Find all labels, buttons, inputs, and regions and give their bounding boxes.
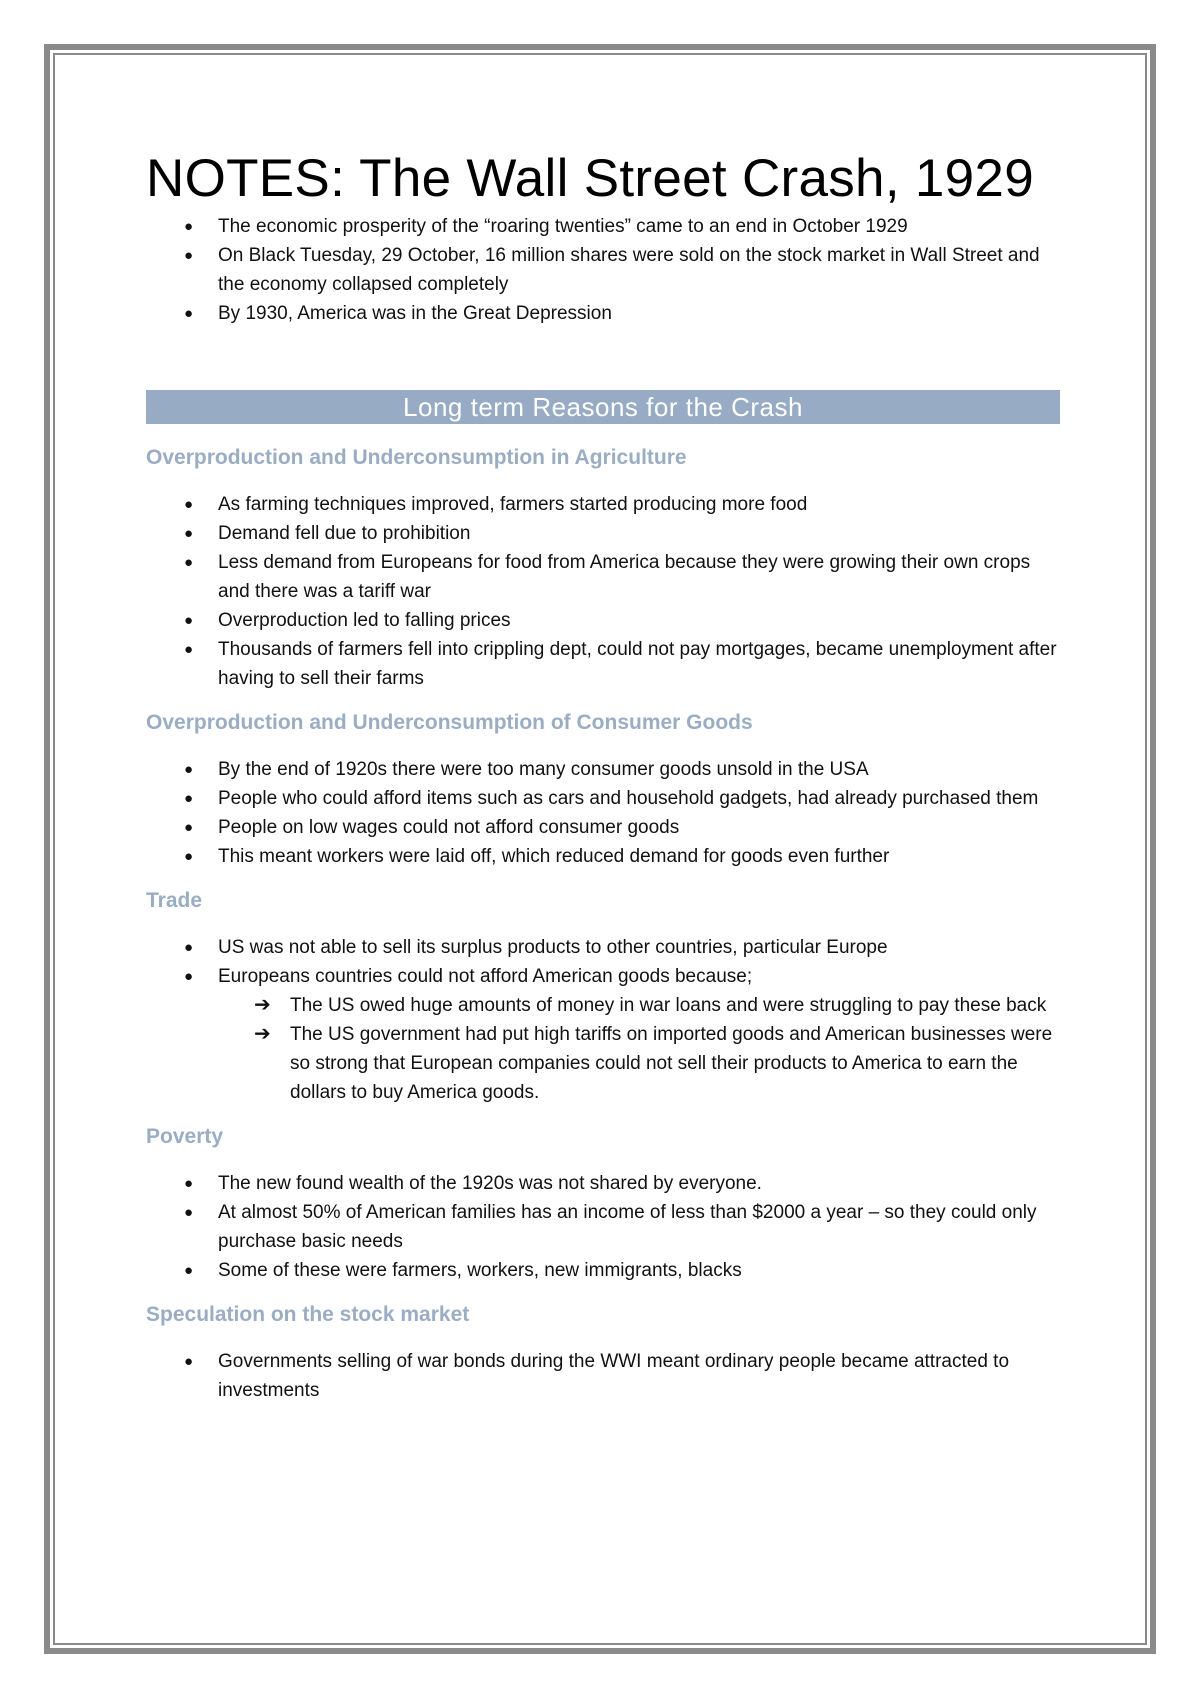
list-item: ● Some of these were farmers, workers, new immigrants, blacks (146, 1256, 1060, 1285)
list-item: ● Europeans countries could not afford American goods because; (146, 962, 1060, 991)
bullet-icon: ● (184, 247, 194, 264)
bullet-icon: ● (184, 939, 194, 956)
bullet-icon: ● (184, 1204, 194, 1221)
list-item: ● By the end of 1920s there were too many consumer goods unsold in the USA (146, 755, 1060, 784)
arrow-right-icon: ➔ (254, 994, 271, 1016)
bullet-icon: ● (184, 612, 194, 629)
list-item: ● Less demand from Europeans for food from America because they were growing their own crops and there was a tariff war (146, 548, 1060, 606)
intro-list (146, 212, 1060, 328)
list-item: ● US was not able to sell its surplus products to other countries, particular Europe (146, 933, 1060, 962)
bullet-icon: ● (184, 525, 194, 542)
intro-item: ● By 1930, America was in the Great Depression (146, 299, 1060, 328)
intro-item: ● The economic prosperity of the “roaring twenties” came to an end in October 1929 (146, 212, 1060, 241)
list-item: ● This meant workers were laid off, which reduced demand for goods even further (146, 842, 1060, 871)
list-item: ● Thousands of farmers fell into crippling dept, could not pay mortgages, became unemployment after having to sell their farms (146, 635, 1060, 693)
bullet-icon: ● (184, 761, 194, 778)
section-heading: Poverty (146, 1125, 224, 1148)
section-list (146, 1347, 1060, 1405)
list-item: ● People who could afford items such as cars and household gadgets, had already purchased them (146, 784, 1060, 813)
section-heading: Trade (146, 889, 203, 912)
section-heading: Overproduction and Underconsumption of Consumer Goods (146, 711, 753, 734)
bullet-icon: ● (184, 1353, 194, 1370)
section-list (146, 1169, 1060, 1285)
section-list (146, 933, 1060, 1107)
sub-list-item: ➔ The US government had put high tariffs on imported goods and American businesses were so strong that European companies could not sell their products to America to earn the dollars to buy America goods. (146, 1020, 1060, 1107)
arrow-right-icon: ➔ (254, 1023, 271, 1045)
section-list (146, 755, 1060, 871)
bullet-icon: ● (184, 554, 194, 571)
section-banner: Long term Reasons for the Crash (146, 390, 1060, 424)
list-item: ● At almost 50% of American families has an income of less than $2000 a year – so they could only purchase basic needs (146, 1198, 1060, 1256)
bullet-icon: ● (184, 218, 194, 235)
list-item: ● The new found wealth of the 1920s was not shared by everyone. (146, 1169, 1060, 1198)
bullet-icon: ● (184, 790, 194, 807)
section-heading: Overproduction and Underconsumption in Agriculture (146, 446, 687, 469)
bullet-icon: ● (184, 1262, 194, 1279)
list-item: ● Demand fell due to prohibition (146, 519, 1060, 548)
list-item: ● Governments selling of war bonds during the WWI meant ordinary people became attracted to investments (146, 1347, 1060, 1405)
document-title: NOTES: The Wall Street Crash, 1929 (146, 149, 1034, 208)
section-list (146, 490, 1060, 693)
bullet-icon: ● (184, 641, 194, 658)
section-heading: Speculation on the stock market (146, 1303, 470, 1326)
bullet-icon: ● (184, 496, 194, 513)
bullet-icon: ● (184, 968, 194, 985)
list-item: ● As farming techniques improved, farmers started producing more food (146, 490, 1060, 519)
intro-item: ● On Black Tuesday, 29 October, 16 million shares were sold on the stock market in Wall Street and the economy collapsed completely (146, 241, 1060, 299)
bullet-icon: ● (184, 848, 194, 865)
document-body (146, 148, 1060, 1405)
bullet-icon: ● (184, 305, 194, 322)
sub-list-item: ➔ The US owed huge amounts of money in war loans and were struggling to pay these back (146, 991, 1060, 1020)
bullet-icon: ● (184, 819, 194, 836)
list-item: ● People on low wages could not afford consumer goods (146, 813, 1060, 842)
bullet-icon: ● (184, 1175, 194, 1192)
list-item: ● Overproduction led to falling prices (146, 606, 1060, 635)
